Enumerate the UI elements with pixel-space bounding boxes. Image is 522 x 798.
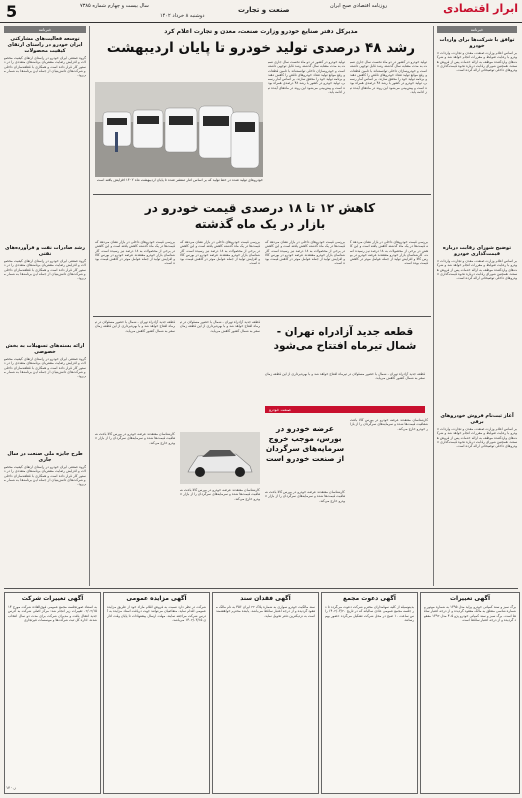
second-body-col-1: بررسی قیمت خودروهای داخلی در بازار نشان می‌دهد که قیمت‌ها در یک ماه گذشته کاهش یافته است و این کاهش در برخی از محصولات به ۱۸ درصد نیز رسیده است. کارشناسان بازار خودرو معتقدند عرضه خودرو در بورس کالا و افزایش تولید از جمله عوامل موثر در کاهش قیمت بوده است.	[95, 240, 175, 266]
ad-3-title: آگهی فقدان سند	[240, 595, 291, 602]
subtitle: روزنامه اقتصادی صبح ایران	[330, 3, 388, 9]
ad-2-title: آگهی مزایده عمومی	[126, 595, 187, 602]
issue-info: سال بیست و چهارم شماره ۷۳۸۵	[80, 3, 149, 9]
bourse-body-3: کارشناسان معتقدند عرضه خودرو در بورس کالا باعث شفافیت قیمت‌ها شده و سرمایه‌های سرگردان را از بازار خودرو خارج می‌کند.	[180, 488, 260, 501]
ad-5-body: برگ سبز و سند کمپانی خودرو پراید مدل ۱۳۹۵ به شماره موتور و شماره شاسی متعلق به مالک مفقود گردیده و از درجه اعتبار ساقط است. برگ سبز و سند کمپانی خودرو پژو ۴۰۵ مدل ۱۳۹۲ مفقود گردیده و از درجه اعتبار ساقط است.	[424, 605, 516, 622]
main-body-col-2: تولید خودرو در کشور در دو ماه نخست سال جاری نسبت به مدت مشابه سال گذشته رشد قابل توجهی داشته است و خودروسازان داخلی توانسته‌اند با تامین قطعات و رفع موانع تولید تعداد خودروهای ناقص را کاهش دهند و برنامه تولید خود را محقق سازند. بر اساس آمار رسمی، تولید خودرو در کشور با رشد ۴۸ درصدی همراه بوده است و پیش‌بینی می‌شود این روند در ماه‌های آینده نیز ادامه یابد.	[350, 60, 427, 95]
bourse-body-2: کارشناسان معتقدند عرضه خودرو در بورس کالا باعث شفافیت قیمت‌ها شده و سرمایه‌های سرگردان را از بازار خودرو خارج می‌کند.	[95, 432, 175, 445]
left-body-3: گروه صنعتی ایران خودرو در راستای ارتقای کیفیت محصولات و افزایش رضایت مشتریان برنامه‌های متعددی را در دستور کار قرار داده است و همکاری با قطعه‌سازان داخلی و شرکت‌های دانش‌بنیان از جمله این برنامه‌ها به شمار می‌رود.	[4, 357, 86, 379]
ad-4-body: بدینوسیله از کلیه سهامداران محترم شرکت دعوت می‌گردد تا در جلسه مجمع عمومی عادی سالیانه که در تاریخ ۱۴۰۲/۰۳/۲۰ راس ساعت ۱۰ صبح در محل شرکت تشکیل می‌گردد حضور بهم رسانند.	[325, 605, 414, 622]
main-body-col-1: تولید خودرو در کشور در دو ماه نخست سال جاری نسبت به مدت مشابه سال گذشته رشد قابل توجهی داشته است و خودروسازان داخلی توانسته‌اند با تامین قطعات و رفع موانع تولید تعداد خودروهای ناقص را کاهش دهند و برنامه تولید خود را محقق سازند. بر اساس آمار رسمی، تولید خودرو در کشور با رشد ۴۸ درصدی همراه بوده است و پیش‌بینی می‌شود این روند در ماه‌های آینده نیز ادامه یابد.	[268, 60, 345, 95]
right-body-1: بر اساس اعلام وزارت صنعت، معدن و تجارت، واردات خودرو با رعایت ضوابط و مقررات انجام خواهد شد و شرکت‌های واردکننده موظف به ارائه خدمات پس از فروش هستند. همچنین شورای رقابت درباره نحوه قیمت‌گذاری خودروهای داخلی توضیحاتی ارائه کرده است.	[437, 51, 517, 73]
right-column-label: خبرنامه	[437, 26, 517, 33]
ad-4-title: آگهی دعوت مجمع	[343, 595, 396, 602]
logo: ابرار اقتصادی	[443, 2, 518, 15]
photo-caption: خودروهای تولید شده در خط تولید که بر اساس آمار منتشر شده تا پایان اردیبهشت ماه ۱۴۰۲ افزایش یافته است	[96, 178, 263, 182]
middle-headline: قطعه جدید آزادراه تهران - شمال تیرماه افتتاح می‌شود	[273, 326, 417, 352]
bourse-body-4: کارشناسان معتقدند عرضه خودرو در بورس کالا باعث شفافیت قیمت‌ها شده و سرمایه‌های سرگردان را از بازار خودرو خارج می‌کند.	[265, 490, 345, 503]
section-logo: صنعت و تجارت	[238, 6, 290, 14]
ad-3-body: سند مالکیت خودرو سواری به شماره پلاک ۲۲ ایران ۴۵۶ به نام مالک مفقود گردیده و از درجه اعتبار ساقط می‌باشد. یابنده محترم خواهشمند است به نزدیکترین دفتر تحویل نماید.	[216, 605, 315, 618]
left-headline-2: رشد صادرات نفت و فرآورده‌های نفتی	[5, 245, 85, 257]
left-headline-1: توسعه فعالیت‌های مشارکتی ایران خودرو در راستای ارتقای کیفیت محصولات	[7, 36, 83, 54]
page-number: 5	[6, 2, 18, 21]
ad-2	[103, 592, 210, 794]
second-body-col-3: بررسی قیمت خودروهای داخلی در بازار نشان می‌دهد که قیمت‌ها در یک ماه گذشته کاهش یافته است و این کاهش در برخی از محصولات به ۱۸ درصد نیز رسیده است. کارشناسان بازار خودرو معتقدند عرضه خودرو در بورس کالا و افزایش تولید از جمله عوامل موثر در کاهش قیمت بوده است.	[265, 240, 345, 266]
bourse-body-1: کارشناسان معتقدند عرضه خودرو در بورس کالا باعث شفافیت قیمت‌ها شده و سرمایه‌های سرگردان را از بازار خودرو خارج می‌کند.	[350, 418, 428, 431]
right-headline-2: توضیح شورای رقابت درباره قیمت‌گذاری خودرو	[442, 245, 512, 257]
issue-date: دوشنبه ۸ خرداد ۱۴۰۲	[160, 13, 205, 19]
footer-code: ز.۱۴۰	[6, 785, 16, 790]
second-headline: کاهش ۱۲ تا ۱۸ درصدی قیمت خودرو در بازار در یک ماه گذشته	[144, 201, 376, 231]
left-body-4: گروه صنعتی ایران خودرو در راستای ارتقای کیفیت محصولات و افزایش رضایت مشتریان برنامه‌های متعددی را در دستور کار قرار داده است و همکاری با قطعه‌سازان داخلی و شرکت‌های دانش‌بنیان از جمله این برنامه‌ها به شمار می‌رود.	[4, 465, 86, 487]
ad-1-title: آگهی تغییرات شرکت	[21, 595, 84, 602]
industry-band: صنعت خودرو	[265, 406, 425, 413]
left-headline-4: طرح جایزه ملی صنعت در سال جاری	[7, 451, 83, 463]
car-photo-illustration	[180, 432, 260, 484]
bourse-photo	[180, 432, 260, 484]
second-body-col-4: بررسی قیمت خودروهای داخلی در بازار نشان می‌دهد که قیمت‌ها در یک ماه گذشته کاهش یافته است و این کاهش در برخی از محصولات به ۱۸ درصد نیز رسیده است. کارشناسان بازار خودرو معتقدند عرضه خودرو در بورس کالا و افزایش تولید از جمله عوامل موثر در کاهش قیمت بوده است.	[350, 240, 428, 266]
main-photo	[95, 82, 263, 177]
ad-5-title: آگهی تغییرات	[449, 595, 491, 602]
left-column	[4, 26, 86, 586]
masthead	[0, 0, 522, 23]
ad-2-body: شرکت در نظر دارد نسبت به فروش اقلام مازاد خود از طریق مزایده عمومی اقدام نماید. متقاضیان می‌توانند جهت دریافت اسناد مزایده به آدرس شرکت مراجعه نمایند. مهلت ارسال پیشنهادات تا پایان وقت اداری ۱۴۰۲/۰۳/۱۵ می‌باشد.	[107, 605, 206, 622]
middle-body-col-1: قطعه جدید آزادراه تهران - شمال با حضور مسئولان در تیرماه افتتاح خواهد شد و با بهره‌برداری از این قطعه زمان سفر به شمال کشور کاهش می‌یابد.	[95, 320, 175, 333]
ad-3	[212, 592, 319, 794]
left-column-label: خبرنامه	[4, 26, 86, 33]
ad-4	[321, 592, 418, 794]
right-body-3: بر اساس اعلام وزارت صنعت، معدن و تجارت، واردات خودرو با رعایت ضوابط و مقررات انجام خواهد شد و شرکت‌های واردکننده موظف به ارائه خدمات پس از فروش هستند. همچنین شورای رقابت درباره نحوه قیمت‌گذاری خودروهای داخلی توضیحاتی ارائه کرده است.	[437, 427, 517, 449]
right-headline-1: توافق با شرکت‌ها برای واردات خودرو	[439, 37, 515, 49]
ad-1	[4, 592, 101, 794]
right-column	[437, 26, 517, 586]
left-body-1: گروه صنعتی ایران خودرو در راستای ارتقای کیفیت محصولات و افزایش رضایت مشتریان برنامه‌های متعددی را در دستور کار قرار داده است و همکاری با قطعه‌سازان داخلی و شرکت‌های دانش‌بنیان از جمله این برنامه‌ها به شمار می‌رود.	[4, 56, 86, 78]
left-headline-3: ارائه بسته‌های تسهیلات به بخش خصوصی	[5, 343, 85, 355]
bourse-headline: عرضه خودرو در بورس، موجب خروج سرمایه‌های سرگردان از صنعت خودرو است	[265, 424, 345, 463]
middle-body-col-2: قطعه جدید آزادراه تهران - شمال با حضور مسئولان در تیرماه افتتاح خواهد شد و با بهره‌برداری از این قطعه زمان سفر به شمال کشور کاهش می‌یابد.	[180, 320, 260, 333]
cars-photo-illustration	[95, 82, 263, 177]
second-body-col-2: بررسی قیمت خودروهای داخلی در بازار نشان می‌دهد که قیمت‌ها در یک ماه گذشته کاهش یافته است و این کاهش در برخی از محصولات به ۱۸ درصد نیز رسیده است. کارشناسان بازار خودرو معتقدند عرضه خودرو در بورس کالا و افزایش تولید از جمله عوامل موثر در کاهش قیمت بوده است.	[180, 240, 260, 266]
main-headline: رشد ۴۸ درصدی تولید خودرو تا پایان اردیبهشت	[106, 40, 416, 56]
left-body-2: گروه صنعتی ایران خودرو در راستای ارتقای کیفیت محصولات و افزایش رضایت مشتریان برنامه‌های متعددی را در دستور کار قرار داده است و همکاری با قطعه‌سازان داخلی و شرکت‌های دانش‌بنیان از جمله این برنامه‌ها به شمار می‌رود.	[4, 259, 86, 281]
ad-1-body: به استناد صورتجلسه مجمع عمومی فوق‌العاده شرکت مورخ ۱۴۰۲/۰۲/۱۵ تغییرات زیر انجام شد: مرکز اصلی شرکت به آدرس جدید انتقال یافت و مدیران شرکت برای مدت دو سال انتخاب شدند. اداره کل ثبت شرکت‌ها و موسسات غیرتجاری	[8, 605, 97, 622]
right-body-2: بر اساس اعلام وزارت صنعت، معدن و تجارت، واردات خودرو با رعایت ضوابط و مقررات انجام خواهد شد و شرکت‌های واردکننده موظف به ارائه خدمات پس از فروش هستند. همچنین شورای رقابت درباره نحوه قیمت‌گذاری خودروهای داخلی توضیحاتی ارائه کرده است.	[437, 259, 517, 281]
middle-body-col-3: قطعه جدید آزادراه تهران - شمال با حضور مسئولان در تیرماه افتتاح خواهد شد و با بهره‌برداری از این قطعه زمان سفر به شمال کشور کاهش می‌یابد.	[265, 372, 425, 381]
ad-5	[420, 592, 520, 794]
right-headline-3: آغاز ثبت‌نام فروش خودروهای برقی	[440, 413, 514, 425]
main-kicker: مدیرکل دفتر صنایع خودرو وزارت صنعت، معدن و تجارت اعلام کرد	[164, 28, 358, 35]
